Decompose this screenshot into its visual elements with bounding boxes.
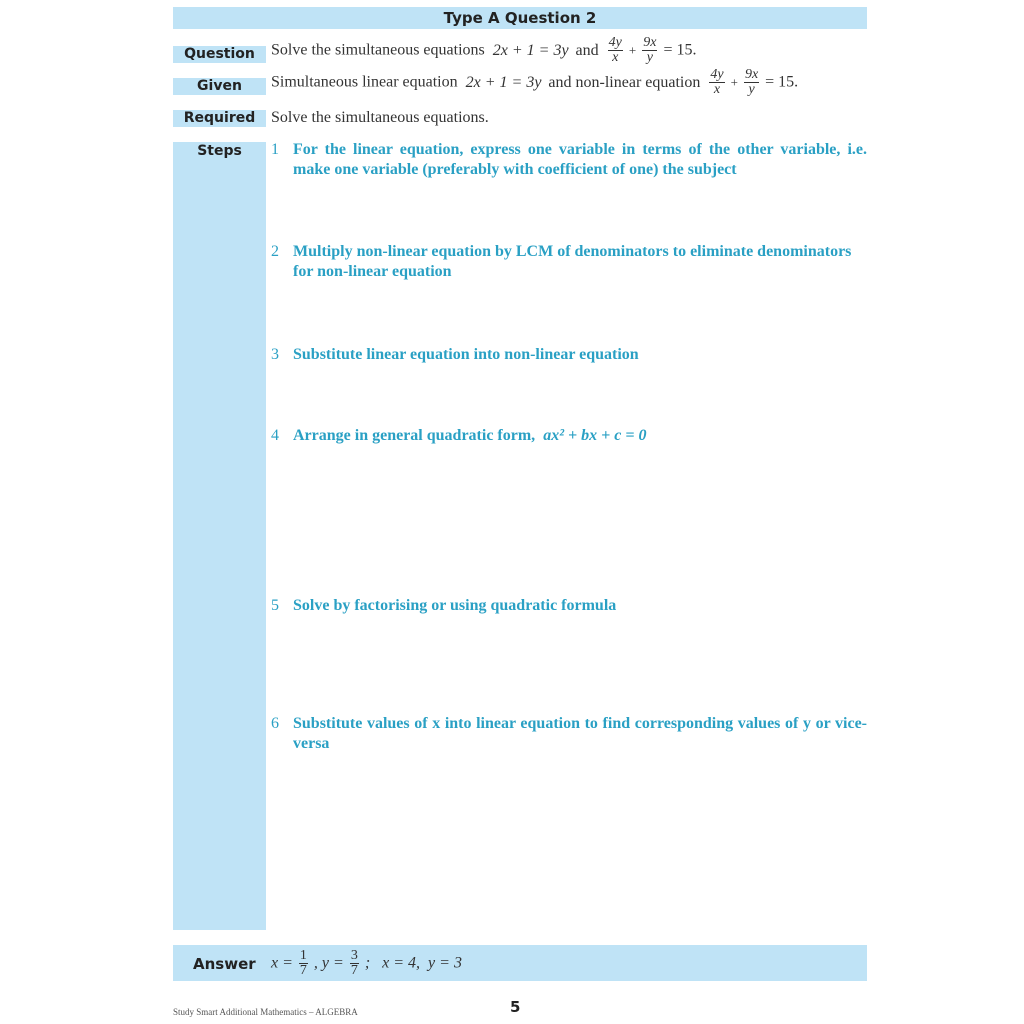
step-number: 6	[271, 715, 279, 732]
question-eq1: 2x + 1 = 3y	[492, 41, 569, 59]
page-number: 5	[510, 998, 521, 1016]
question-rhs: = 15.	[663, 41, 697, 59]
answer-x1-fraction: $\frac{1}{7}$	[299, 948, 307, 978]
step-text: For the linear equation, express one variable in terms of the other variable, i.e. make one variable (preferably with coefficient of one) the subject	[293, 141, 867, 178]
step-5	[271, 596, 867, 616]
footer-book-title: Study Smart Additional Mathematics – ALGEBRA	[173, 1007, 358, 1017]
required-text: Solve the simultaneous equations.	[271, 109, 489, 126]
given-prefix: Simultaneous linear equation	[271, 73, 458, 91]
required-label: Required	[173, 110, 266, 127]
question-fraction-1: $\frac{4y}{x}$	[608, 35, 622, 65]
steps-column	[173, 142, 266, 930]
step-number: 2	[271, 243, 279, 260]
given-fraction-2: $\frac{9x}{y}$	[744, 67, 759, 97]
step-text: Multiply non-linear equation by LCM of denominators to eliminate denominators for non-linear equation	[293, 243, 852, 280]
question-text	[271, 36, 696, 65]
question-and: and	[575, 41, 599, 59]
step-number: 1	[271, 141, 279, 158]
given-plus: +	[730, 74, 738, 90]
step-1	[271, 140, 867, 180]
answer-bar	[173, 945, 867, 981]
given-label: Given	[173, 78, 266, 95]
question-fraction-2: $\frac{9x}{y}$	[643, 35, 657, 65]
given-mid: and non-linear equation	[548, 73, 701, 91]
step-text: Solve by factorising or using quadratic formula	[293, 597, 617, 614]
given-text	[271, 68, 798, 97]
given-eq1: 2x + 1 = 3y	[465, 73, 542, 91]
step-number: 4	[271, 427, 279, 444]
answer-rest: ; x = 4, y = 3	[364, 954, 462, 972]
step-4	[271, 426, 867, 446]
question-label: Question	[173, 46, 266, 63]
quadratic-formula: ax² + bx + c = 0	[543, 427, 647, 444]
given-fraction-1: $\frac{4y}{x}$	[710, 67, 724, 97]
answer-label: Answer	[193, 955, 256, 973]
step-2	[271, 242, 867, 282]
answer-y1-lhs: , y =	[313, 954, 344, 972]
step-number: 5	[271, 597, 279, 614]
step-number: 3	[271, 346, 279, 363]
steps-label: Steps	[197, 143, 242, 159]
answer-text	[271, 949, 462, 978]
question-prefix: Solve the simultaneous equations	[271, 41, 485, 59]
step-text: Substitute values of x into linear equation to find corresponding values of y or vice-versa	[293, 715, 867, 752]
step-4-text: Arrange in general quadratic form,	[293, 427, 536, 444]
answer-x1-lhs: x =	[271, 954, 293, 972]
question-plus: +	[628, 42, 637, 58]
section-title: Type A Question 2	[173, 7, 867, 29]
given-rhs: = 15.	[765, 73, 799, 91]
answer-y1-fraction: $\frac{3}{7}$	[350, 948, 358, 978]
step-text: Substitute linear equation into non-linear equation	[293, 346, 639, 363]
step-3	[271, 345, 867, 365]
step-text	[293, 426, 867, 446]
step-6	[271, 714, 867, 754]
